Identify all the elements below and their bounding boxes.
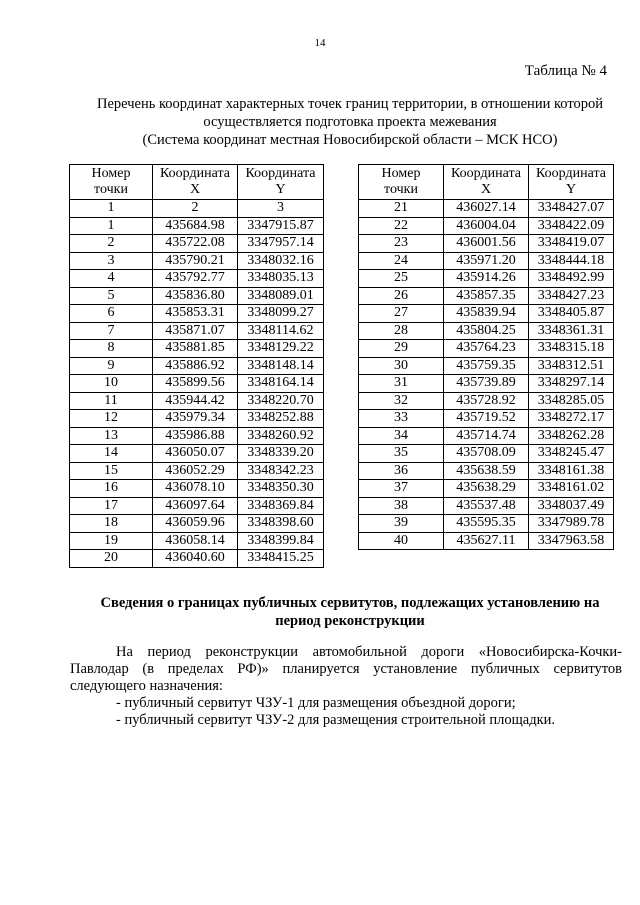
coordinate-y-cell: 3348035.13 (238, 270, 324, 288)
coordinate-x-cell: 436059.96 (153, 515, 238, 533)
point-number-cell: 33 (359, 410, 444, 428)
table-row (70, 217, 324, 235)
coordinate-y-cell: 3348220.70 (238, 392, 324, 410)
point-number-cell: 18 (70, 515, 153, 533)
table-row (70, 252, 324, 270)
table-row (70, 235, 324, 253)
coordinate-x-cell: 435899.56 (153, 375, 238, 393)
coordinate-x-cell: 435839.94 (444, 305, 529, 323)
coordinate-x-cell: 435728.92 (444, 392, 529, 410)
point-number-cell: 10 (70, 375, 153, 393)
table-row (70, 515, 324, 533)
table-row (359, 532, 614, 550)
coordinate-x-cell: 436001.56 (444, 235, 529, 253)
coordinate-x-cell: 435871.07 (153, 322, 238, 340)
bullet-item: - публичный сервитут ЧЗУ-1 для размещения объездной дороги; (116, 695, 516, 711)
coordinate-x-cell: 435739.89 (444, 375, 529, 393)
table-row (359, 462, 614, 480)
table-row (70, 480, 324, 498)
point-number-cell: 31 (359, 375, 444, 393)
point-number-cell: 23 (359, 235, 444, 253)
coordinate-x-cell: 435979.34 (153, 410, 238, 428)
point-number-cell: 9 (70, 357, 153, 375)
point-number-cell: 11 (70, 392, 153, 410)
coordinate-x-cell: 435638.29 (444, 480, 529, 498)
table-row (70, 445, 324, 463)
table-row (359, 410, 614, 428)
point-number-cell: 36 (359, 462, 444, 480)
coordinate-x-cell: 435708.09 (444, 445, 529, 463)
table-row (359, 200, 614, 218)
coordinate-y-cell: 3348427.07 (529, 200, 614, 218)
table-row (70, 462, 324, 480)
point-number-cell: 40 (359, 532, 444, 550)
coordinate-x-cell: 435944.42 (153, 392, 238, 410)
coordinate-x-cell: 435537.48 (444, 497, 529, 515)
coordinate-x-cell: 435714.74 (444, 427, 529, 445)
coordinate-y-cell: 3348405.87 (529, 305, 614, 323)
point-number-cell: 13 (70, 427, 153, 445)
coordinate-y-cell: 3348032.16 (238, 252, 324, 270)
table-row (70, 357, 324, 375)
table-row (359, 322, 614, 340)
table-row (359, 252, 614, 270)
table-row (359, 217, 614, 235)
column-number: 2 (153, 200, 238, 218)
coordinate-y-cell: 3348369.84 (238, 497, 324, 515)
table-row (359, 497, 614, 515)
table-row (70, 287, 324, 305)
point-number-cell: 22 (359, 217, 444, 235)
point-number-cell: 37 (359, 480, 444, 498)
coordinates-table-right (358, 164, 614, 550)
point-number-cell: 2 (70, 235, 153, 253)
servitude-heading (60, 594, 640, 630)
coordinate-y-cell: 3348272.17 (529, 410, 614, 428)
coordinate-y-cell: 3347989.78 (529, 515, 614, 533)
coordinate-y-cell: 3348415.25 (238, 550, 324, 568)
table-row (70, 322, 324, 340)
coordinate-y-cell: 3347915.87 (238, 217, 324, 235)
point-number-cell: 15 (70, 462, 153, 480)
coordinate-x-cell: 435638.59 (444, 462, 529, 480)
point-number-cell: 16 (70, 480, 153, 498)
point-number-cell: 38 (359, 497, 444, 515)
coordinate-y-cell: 3348312.51 (529, 357, 614, 375)
table-label: Таблица № 4 (524, 63, 607, 79)
coordinate-y-cell: 3348315.18 (529, 340, 614, 358)
coordinate-x-cell: 435792.77 (153, 270, 238, 288)
coordinate-x-cell: 435986.88 (153, 427, 238, 445)
point-number-cell: 39 (359, 515, 444, 533)
point-number-cell: 1 (70, 217, 153, 235)
point-number-cell: 35 (359, 445, 444, 463)
table-row (70, 427, 324, 445)
point-number-cell: 24 (359, 252, 444, 270)
coordinate-x-cell: 436040.60 (153, 550, 238, 568)
coordinate-y-cell: 3348422.09 (529, 217, 614, 235)
point-number-cell: 29 (359, 340, 444, 358)
coordinate-y-cell: 3348129.22 (238, 340, 324, 358)
point-number-cell: 30 (359, 357, 444, 375)
coordinate-y-cell: 3348285.05 (529, 392, 614, 410)
table-header-row (70, 165, 324, 200)
coordinate-x-cell: 435804.25 (444, 322, 529, 340)
table-row (70, 270, 324, 288)
point-number-cell: 21 (359, 200, 444, 218)
coordinate-x-cell: 435914.26 (444, 270, 529, 288)
point-number-cell: 17 (70, 497, 153, 515)
coordinate-y-cell: 3347957.14 (238, 235, 324, 253)
heading-line-1: Перечень координат характерных точек границ территории, в отношении которой (97, 96, 603, 112)
coordinate-y-cell: 3348148.14 (238, 357, 324, 375)
coordinate-x-cell: 436078.10 (153, 480, 238, 498)
coordinate-y-cell: 3348164.14 (238, 375, 324, 393)
coordinate-y-cell: 3348297.14 (529, 375, 614, 393)
table-row (359, 375, 614, 393)
coordinate-y-cell: 3348099.27 (238, 305, 324, 323)
coordinate-x-cell: 435595.35 (444, 515, 529, 533)
header-coordinate-x: Координата X (444, 165, 529, 200)
point-number-cell: 3 (70, 252, 153, 270)
table-row (70, 375, 324, 393)
coordinate-x-cell: 435627.11 (444, 532, 529, 550)
table-row (359, 445, 614, 463)
table-row (359, 357, 614, 375)
page-number: 14 (314, 37, 326, 49)
header-point-number: Номер точки (359, 165, 444, 200)
coordinate-x-cell: 435886.92 (153, 357, 238, 375)
header-point-number: Номер точки (70, 165, 153, 200)
table-heading (60, 95, 640, 149)
point-number-cell: 34 (359, 427, 444, 445)
coordinate-y-cell: 3348444.18 (529, 252, 614, 270)
coordinate-x-cell: 435790.21 (153, 252, 238, 270)
sub-heading-line-1: Сведения о границах публичных сервитутов, подлежащих установлению на (100, 595, 600, 611)
bullet-item: - публичный сервитут ЧЗУ-2 для размещения строительной площадки. (116, 712, 556, 728)
coordinate-y-cell: 3348161.02 (529, 480, 614, 498)
heading-line-2: осуществляется подготовка проекта межевания (203, 114, 497, 130)
point-number-cell: 20 (70, 550, 153, 568)
table-header-row (359, 165, 614, 200)
table-row (70, 550, 324, 568)
coordinate-y-cell: 3348114.62 (238, 322, 324, 340)
table-row (70, 497, 324, 515)
coordinate-x-cell: 435881.85 (153, 340, 238, 358)
coordinate-x-cell: 436058.14 (153, 532, 238, 550)
coordinates-table-left (69, 164, 324, 568)
coordinate-y-cell: 3348350.30 (238, 480, 324, 498)
table-row (359, 287, 614, 305)
point-number-cell: 5 (70, 287, 153, 305)
table-row (359, 515, 614, 533)
coordinate-x-cell: 435722.08 (153, 235, 238, 253)
coordinate-y-cell: 3348339.20 (238, 445, 324, 463)
point-number-cell: 25 (359, 270, 444, 288)
coordinate-x-cell: 435684.98 (153, 217, 238, 235)
coordinate-x-cell: 436004.04 (444, 217, 529, 235)
coordinate-x-cell: 435759.35 (444, 357, 529, 375)
table-row (70, 532, 324, 550)
point-number-cell: 32 (359, 392, 444, 410)
coordinate-y-cell: 3348252.88 (238, 410, 324, 428)
coordinate-y-cell: 3348260.92 (238, 427, 324, 445)
point-number-cell: 14 (70, 445, 153, 463)
table-row (359, 235, 614, 253)
coordinate-x-cell: 436097.64 (153, 497, 238, 515)
point-number-cell: 27 (359, 305, 444, 323)
point-number-cell: 26 (359, 287, 444, 305)
point-number-cell: 7 (70, 322, 153, 340)
table-row (359, 427, 614, 445)
coordinate-x-cell: 435857.35 (444, 287, 529, 305)
table-row (359, 270, 614, 288)
coordinate-x-cell: 435971.20 (444, 252, 529, 270)
coordinate-x-cell: 436027.14 (444, 200, 529, 218)
table-row (359, 305, 614, 323)
header-coordinate-x: Координата X (153, 165, 238, 200)
coordinate-x-cell: 436050.07 (153, 445, 238, 463)
point-number-cell: 12 (70, 410, 153, 428)
table-row (70, 392, 324, 410)
coordinate-y-cell: 3347963.58 (529, 532, 614, 550)
sub-heading-line-2: период реконструкции (275, 613, 425, 629)
coordinate-y-cell: 3348037.49 (529, 497, 614, 515)
coordinate-y-cell: 3348089.01 (238, 287, 324, 305)
point-number-cell: 28 (359, 322, 444, 340)
coordinate-x-cell: 435836.80 (153, 287, 238, 305)
header-coordinate-y: Координата Y (529, 165, 614, 200)
point-number-cell: 19 (70, 532, 153, 550)
column-number-row (70, 200, 324, 218)
coordinate-x-cell: 435853.31 (153, 305, 238, 323)
table-row (359, 480, 614, 498)
coordinate-y-cell: 3348427.23 (529, 287, 614, 305)
coordinate-y-cell: 3348419.07 (529, 235, 614, 253)
coordinate-y-cell: 3348398.60 (238, 515, 324, 533)
coordinate-y-cell: 3348262.28 (529, 427, 614, 445)
coordinate-y-cell: 3348342.23 (238, 462, 324, 480)
point-number-cell: 8 (70, 340, 153, 358)
heading-line-3: (Система координат местная Новосибирской области – МСК НСО) (142, 132, 558, 148)
coordinate-y-cell: 3348399.84 (238, 532, 324, 550)
coordinate-y-cell: 3348361.31 (529, 322, 614, 340)
table-row (359, 340, 614, 358)
coordinate-x-cell: 435719.52 (444, 410, 529, 428)
coordinate-x-cell: 436052.29 (153, 462, 238, 480)
coordinate-y-cell: 3348245.47 (529, 445, 614, 463)
body-paragraph: На период реконструкции автомобильной дороги «Новосибирска-Кочки-Павлодар (в пределах РФ)» планируется установление публичных сервитутов следующего назначения: (70, 644, 622, 694)
header-coordinate-y: Координата Y (238, 165, 324, 200)
column-number: 1 (70, 200, 153, 218)
table-row (70, 340, 324, 358)
table-row (359, 392, 614, 410)
table-row (70, 305, 324, 323)
point-number-cell: 6 (70, 305, 153, 323)
coordinate-y-cell: 3348492.99 (529, 270, 614, 288)
table-row (70, 410, 324, 428)
coordinate-x-cell: 435764.23 (444, 340, 529, 358)
column-number: 3 (238, 200, 324, 218)
coordinate-y-cell: 3348161.38 (529, 462, 614, 480)
point-number-cell: 4 (70, 270, 153, 288)
